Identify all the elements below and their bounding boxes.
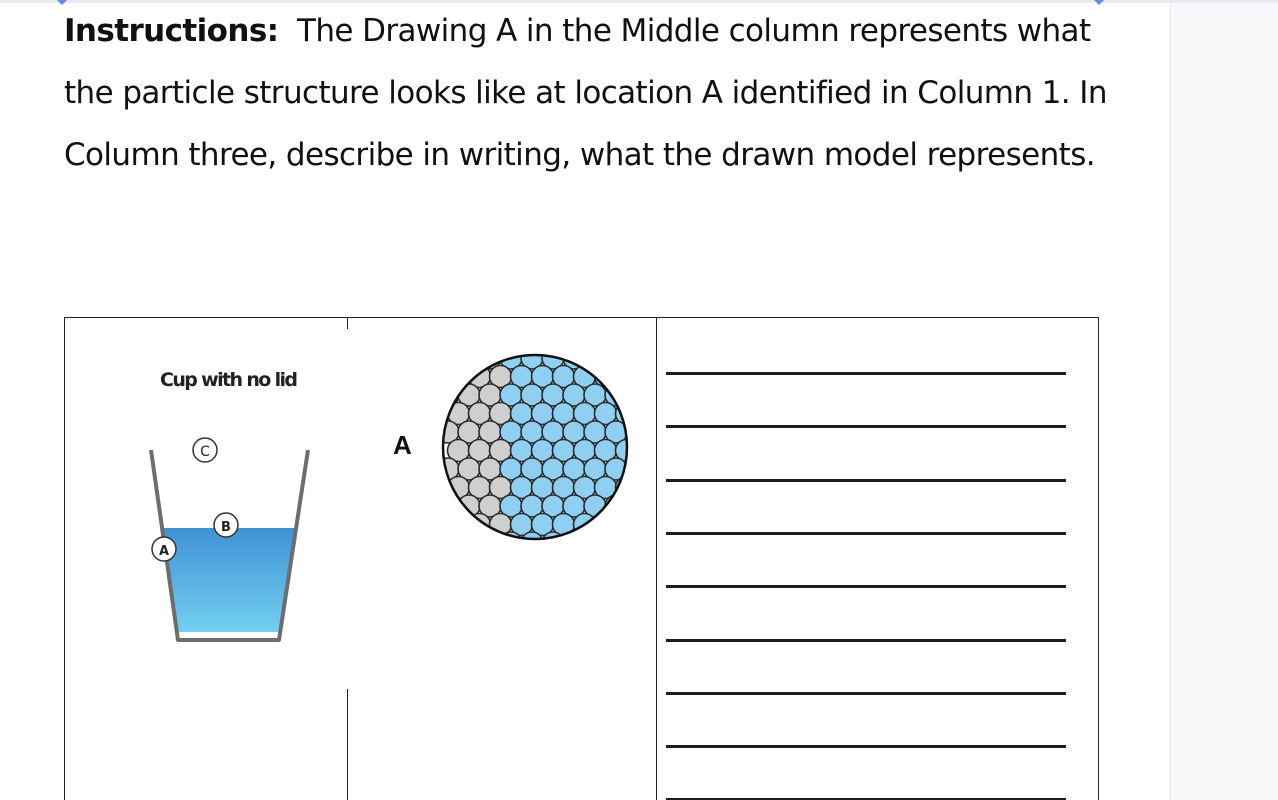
water-particle — [626, 352, 630, 369]
answer-line — [666, 639, 1066, 642]
marker-c — [193, 438, 217, 462]
water-particle — [605, 532, 627, 542]
answer-line — [666, 532, 1066, 535]
cup-diagram — [140, 360, 340, 660]
answer-line — [666, 425, 1066, 428]
air-particle — [458, 532, 480, 542]
marker-a-label: A — [158, 544, 170, 559]
water-particle — [605, 352, 627, 369]
air-particle — [440, 352, 459, 369]
cup-caption: Cup with no lid — [160, 369, 298, 391]
ruler-bar — [0, 0, 1278, 3]
right-margin-marker[interactable] — [1094, 0, 1104, 5]
answer-line — [666, 585, 1066, 588]
answer-line — [666, 372, 1066, 375]
column-divider-1-top — [347, 317, 348, 329]
water-particle — [626, 532, 630, 542]
water-particle — [584, 532, 606, 542]
marker-b-label: B — [221, 520, 231, 535]
water-particle — [595, 514, 617, 536]
instructions-label: Instructions: — [64, 13, 279, 49]
marker-b — [214, 513, 238, 537]
column-divider-1-bottom — [347, 689, 348, 800]
answer-line — [666, 745, 1066, 748]
answer-line — [666, 479, 1066, 482]
water-particle — [616, 366, 631, 388]
column-divider-2 — [656, 317, 657, 800]
water-particle — [584, 352, 606, 369]
marker-a — [152, 537, 176, 561]
air-particle — [458, 352, 480, 369]
left-margin-marker[interactable] — [57, 0, 67, 5]
water-particle — [626, 384, 630, 406]
air-particle — [440, 532, 459, 542]
answer-line — [666, 692, 1066, 695]
particle-model-circle — [440, 352, 630, 542]
drawing-a-label: A — [393, 430, 412, 460]
air-particle — [479, 532, 501, 542]
instructions-text: The Drawing A in the Middle column represents what the particle structure looks like at location A identified in Column 1. In Column three, describe in writing, what the drawn model represents. — [64, 13, 1107, 173]
water-particle — [616, 514, 631, 536]
water-fill — [163, 528, 295, 632]
water-particle — [626, 495, 630, 517]
right-gutter — [1170, 0, 1278, 800]
air-particle — [448, 514, 470, 536]
instructions-paragraph — [64, 0, 1124, 186]
water-particle — [605, 495, 627, 517]
marker-c-label: C — [200, 444, 210, 460]
air-particle — [440, 495, 459, 517]
